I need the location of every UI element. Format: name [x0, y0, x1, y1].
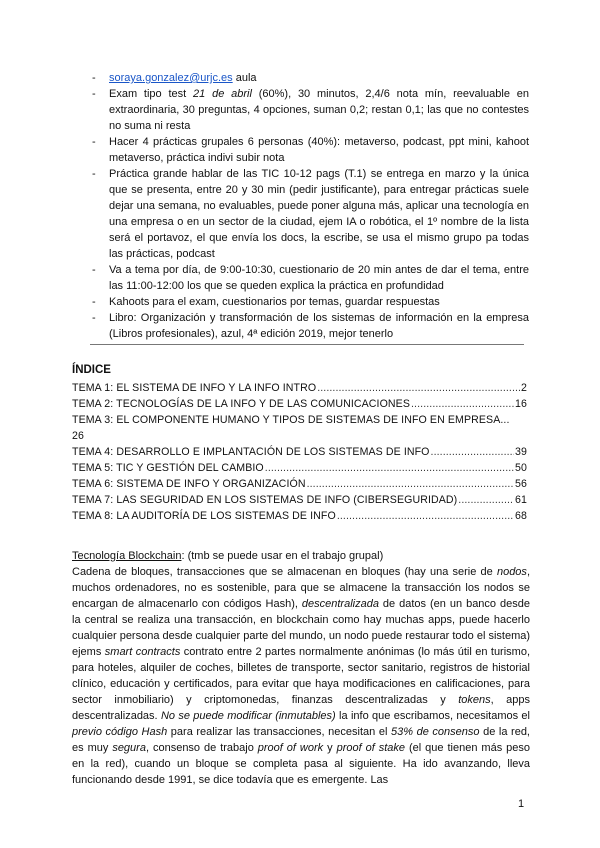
text-run: (el que tienen más peso en la red), cuando un bloque se completa pasa al siguiente. Ha ido avanzando, lleva funcionando desde 1991, se dice todavía que es emergente. Las — [72, 742, 530, 786]
bullet-practica-grande: - Práctica grande hablar de las TIC 10-12 pags (T.1) se entrega en marzo y la única que se presenta, entre 20 y 30 min (pedir justificante), para entregar prácticas suele dejar una semana, no evaluables, puede poner alguna más, aplicar una tecnología en una empresa o en un sector de la ciudad, ejem IA o robótica, el 1º nombre de la lista será el portavoz, el que envía los docs, la escribe, se usa el mismo grupo pa todas las prácticas, podcast — [92, 166, 529, 262]
toc-item-5[interactable]: TEMA 5: TIC Y GESTIÓN DEL CAMBIO ..... 50 — [72, 460, 527, 476]
italic-term: descentralizada — [301, 598, 379, 610]
page-number: 1 — [518, 798, 525, 810]
italic-term: previo código Hash — [72, 726, 168, 738]
text-run: la info que escribamos, necesitamos el — [335, 710, 530, 722]
italic-term: No se puede modificar (inmutables) — [160, 710, 336, 722]
text-run: de datos (en un banco desde la central se realiza una transacción, en blockchain como hay muchas apps, puede hacerlo cualquier persona desde cualquier parte del mundo, un nodo puede restaurar todo el sistema) ejems — [72, 598, 531, 658]
bullet-kahoots: - Kahoots para el exam, cuestionarios por temas, guardar respuestas — [92, 294, 529, 310]
toc-item-1[interactable]: TEMA 1: EL SISTEMA DE INFO Y LA INFO INTRO ..... 2 — [72, 380, 527, 396]
text-run: , muchos ordenadores, no es sostenible, para que se almacene la transacción los nodos se encargan de almacenarlo con códigos Hash), — [72, 566, 530, 610]
table-of-contents — [72, 380, 527, 524]
toc-item-4[interactable]: TEMA 4: DESARROLLO E IMPLANTACIÓN DE LOS SISTEMAS DE INFO ..... 39 — [72, 444, 527, 460]
toc-item-8[interactable]: TEMA 8: LA AUDITORÍA DE LOS SISTEMAS DE INFO ..... 68 — [72, 508, 527, 524]
bullet-exam: - Exam tipo test 21 de abril (60%), 30 minutos, 2,4/6 nota mín, reevaluable en extraordinaria, 30 preguntas, 4 opciones, suman 0,2; restan 0,1; las que no contestes no suma ni resta — [92, 86, 529, 134]
italic-term: proof of work — [257, 742, 324, 754]
toc-item-2[interactable]: TEMA 2: TECNOLOGÍAS DE LA INFO Y DE LAS COMUNICACIONES ..... 16 — [72, 396, 527, 412]
toc-title: ÍNDICE — [72, 364, 111, 376]
text-run: , apps descentralizadas. — [72, 694, 530, 722]
italic-term: proof of stake — [336, 742, 406, 754]
italic-term: nodos — [496, 566, 527, 578]
section-body-text — [72, 564, 530, 788]
toc-item-6[interactable]: TEMA 6: SISTEMA DE INFO Y ORGANIZACIÓN ..... 56 — [72, 476, 527, 492]
italic-term: smart contracts — [104, 646, 181, 658]
text-run: , consenso de trabajo — [145, 742, 258, 754]
text-run: contrato entre 2 partes normalmente anónimas (lo más útil en turismo, para hoteles, alquiler de coches, billetes de transporte, sector sanitario, registros de historial clínico, educación y certificados, para evitar que haya modificaciones en calificaciones, para sector inmobiliario) y criptomonedas, finanzas descentralizadas y — [72, 646, 531, 706]
bullet-libro: - Libro: Organización y transformación de los sistemas de información en la empresa (Libros profesionales), azul, 4ª edición 2019, mejor tenerlo — [92, 310, 529, 342]
email-link[interactable]: soraya.gonzalez@urjc.es — [109, 72, 233, 84]
italic-term: segura — [112, 742, 146, 754]
italic-term: tokens — [458, 694, 491, 706]
text-run: y — [323, 742, 337, 754]
bullet-practicas: - Hacer 4 prácticas grupales 6 personas (40%): metaverso, podcast, ppt mini, kahoot metaverso, práctica indivi subir nota — [92, 134, 529, 166]
notes-bullet-list — [92, 70, 529, 342]
section-heading: Tecnología Blockchain: (tmb se puede usar en el trabajo grupal) — [72, 550, 384, 562]
italic-term: 53% de consenso — [391, 726, 480, 738]
text-run: para realizar las transacciones, necesitan el — [167, 726, 391, 738]
text-run: de la red, es muy — [72, 726, 530, 754]
toc-item-7[interactable]: TEMA 7: LAS SEGURIDAD EN LOS SISTEMAS DE INFO (CIBERSEGURIDAD) ..... 61 — [72, 492, 527, 508]
text-run: Cadena de bloques, transacciones que se almacenan en bloques (hay una serie de — [72, 566, 497, 578]
horizontal-divider — [90, 344, 524, 345]
toc-item-3[interactable]: TEMA 3: EL COMPONENTE HUMANO Y TIPOS DE SISTEMAS DE INFO EN EMPRESA... 26 — [72, 414, 510, 442]
bullet-horario: - Va a tema por día, de 9:00-10:30, cuestionario de 20 min antes de dar el tema, entre las 11:00-12:00 los que se queden explica la práctica en profundidad — [92, 262, 529, 294]
bullet-email: - soraya.gonzalez@urjc.es aula — [92, 70, 529, 86]
